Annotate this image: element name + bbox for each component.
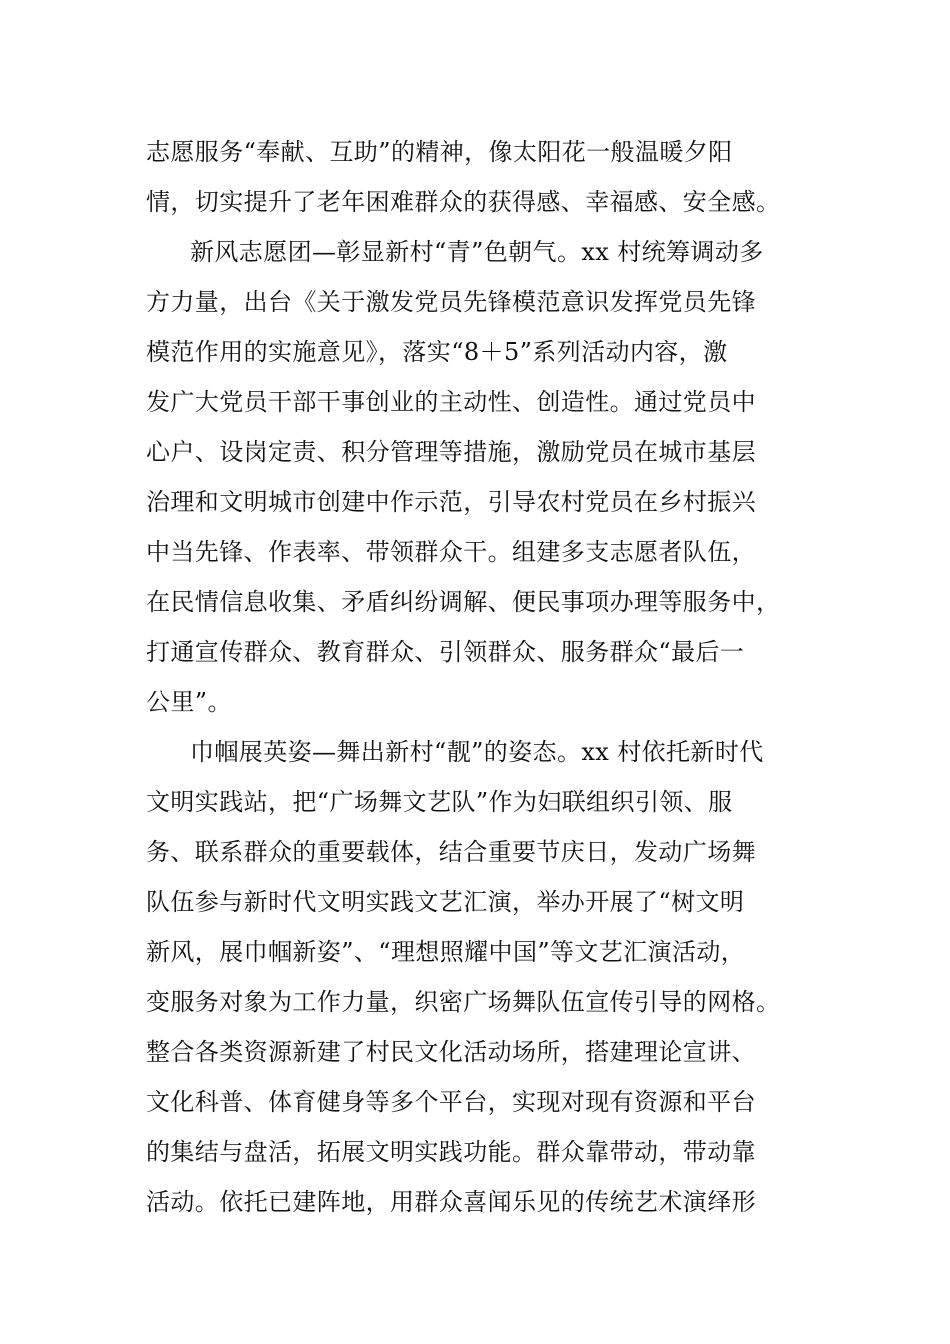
text-line: 模范作用的实施意见》，落实“8＋5”系列活动内容，激 [146, 338, 728, 366]
text-line: 心户、设岗定责、积分管理等措施，激励党员在城市基层 [146, 438, 756, 466]
text-line: 活动。依托已建阵地，用群众喜闻乐见的传统艺术演绎形 [146, 1188, 756, 1216]
text-line: 队伍参与新时代文明实践文艺汇演，举办开展了“树文明 [146, 888, 745, 916]
text-line: 文化科普、体育健身等多个平台，实现对现有资源和平台 [146, 1088, 756, 1116]
text-line: 务、联系群众的重要载体，结合重要节庆日，发动广场舞 [146, 838, 756, 866]
paragraph-start: 巾帼展英姿—舞出新村“靓”的姿态。xx 村依托新时代 [190, 738, 764, 766]
text-line: 整合各类资源新建了村民文化活动场所，搭建理论宣讲、 [146, 1038, 756, 1066]
text-line: 在民情信息收集、矛盾纠纷调解、便民事项办理等服务中， [146, 588, 781, 616]
text-line: 情，切实提升了老年困难群众的获得感、幸福感、安全感。 [146, 188, 781, 216]
text-line: 打通宣传群众、教育群众、引领群众、服务群众“最后一 [146, 638, 745, 666]
text-line: 变服务对象为工作力量，织密广场舞队伍宣传引导的网格。 [146, 988, 781, 1016]
text-line: 治理和文明城市创建中作示范，引导农村党员在乡村振兴 [146, 488, 756, 516]
text-line: 志愿服务“奉献、互助”的精神，像太阳花一般温暖夕阳 [146, 138, 733, 166]
text-line: 文明实践站，把“广场舞文艺队”作为妇联组织引领、服 [146, 788, 733, 816]
text-line: 新风，展巾帼新姿”、“理想照耀中国”等文艺汇演活动， [146, 938, 746, 966]
paragraph-start: 新风志愿团—彰显新村“青”色朝气。xx 村统筹调动多 [190, 238, 764, 266]
text-line: 的集结与盘活，拓展文明实践功能。群众靠带动，带动靠 [146, 1138, 756, 1166]
text-line: 公里”。 [146, 688, 232, 716]
text-line: 发广大党员干部干事创业的主动性、创造性。通过党员中 [146, 388, 756, 416]
text-line: 方力量，出台《关于激发党员先锋模范意识发挥党员先锋 [146, 288, 756, 316]
text-line: 中当先锋、作表率、带领群众干。组建多支志愿者队伍， [146, 538, 756, 566]
